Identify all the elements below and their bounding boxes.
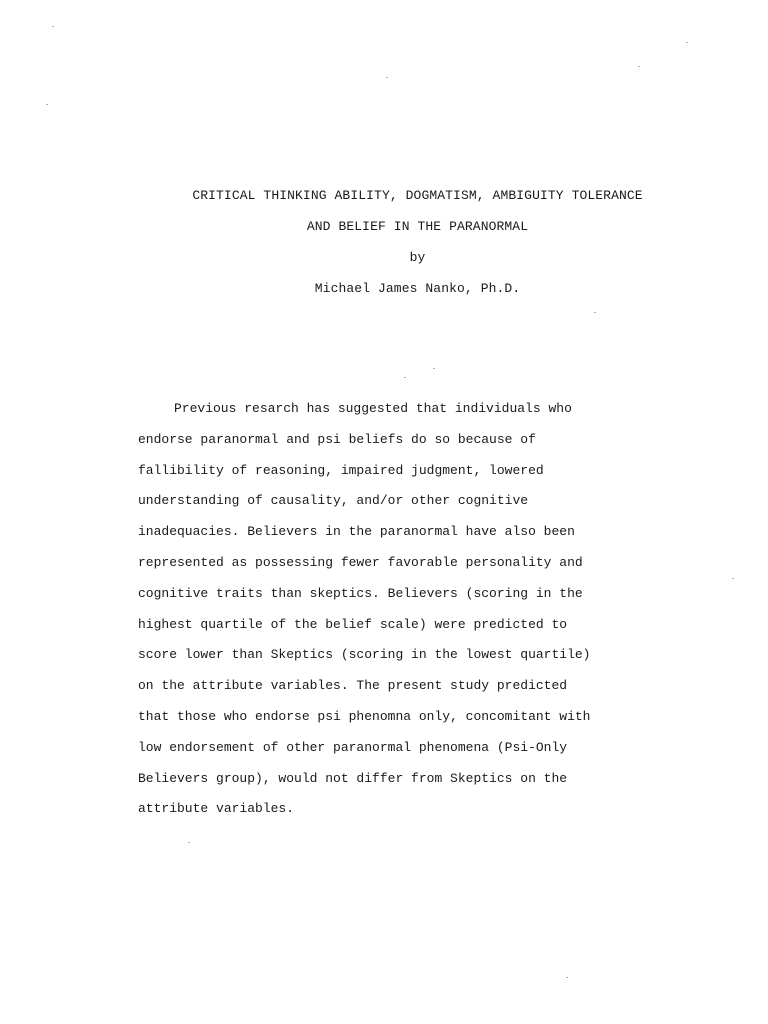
scan-speck <box>732 578 734 579</box>
abstract-line: Previous resarch has suggested that individuals who <box>174 401 572 416</box>
scan-speck <box>566 977 568 978</box>
abstract-line: attribute variables. <box>138 801 295 817</box>
scan-speck <box>433 368 435 369</box>
abstract-line: inadequacies. Believers in the paranormal have also been <box>138 524 575 540</box>
scan-speck <box>686 42 688 43</box>
abstract-line: fallibility of reasoning, impaired judgment, lowered <box>138 462 544 478</box>
title-line-2: AND BELIEF IN THE PARANORMAL <box>306 219 529 234</box>
scan-speck <box>404 377 406 378</box>
abstract-paragraph <box>138 394 718 825</box>
scan-speck <box>594 312 596 313</box>
scan-speck <box>638 66 640 67</box>
abstract-line: endorse paranormal and psi beliefs do so because of <box>138 431 536 447</box>
abstract-line: score lower than Skeptics (scoring in the lowest quartile) <box>138 647 591 663</box>
scan-speck <box>188 842 190 843</box>
scan-speck <box>46 104 48 105</box>
abstract-line: understanding of causality, and/or other cognitive <box>138 493 529 509</box>
title-block <box>0 180 768 304</box>
abstract-line: on the attribute variables. The present study predicted <box>138 678 568 694</box>
abstract-line: that those who endorse psi phenomna only, concomitant with <box>138 708 591 724</box>
abstract-line: represented as possessing fewer favorable personality and <box>138 554 583 570</box>
abstract-line: low endorsement of other paranormal phenomena (Psi-Only <box>138 739 568 755</box>
by-line: by <box>409 250 426 265</box>
author-name: Michael James Nanko, Ph.D. <box>314 281 521 296</box>
scan-speck <box>386 77 388 78</box>
abstract-line: Believers group), would not differ from Skeptics on the <box>138 770 568 786</box>
scan-speck <box>52 26 54 27</box>
title-line-1: CRITICAL THINKING ABILITY, DOGMATISM, AMBIGUITY TOLERANCE <box>192 188 643 203</box>
abstract-line: highest quartile of the belief scale) were predicted to <box>138 616 568 632</box>
abstract-line: cognitive traits than skeptics. Believers (scoring in the <box>138 585 583 601</box>
